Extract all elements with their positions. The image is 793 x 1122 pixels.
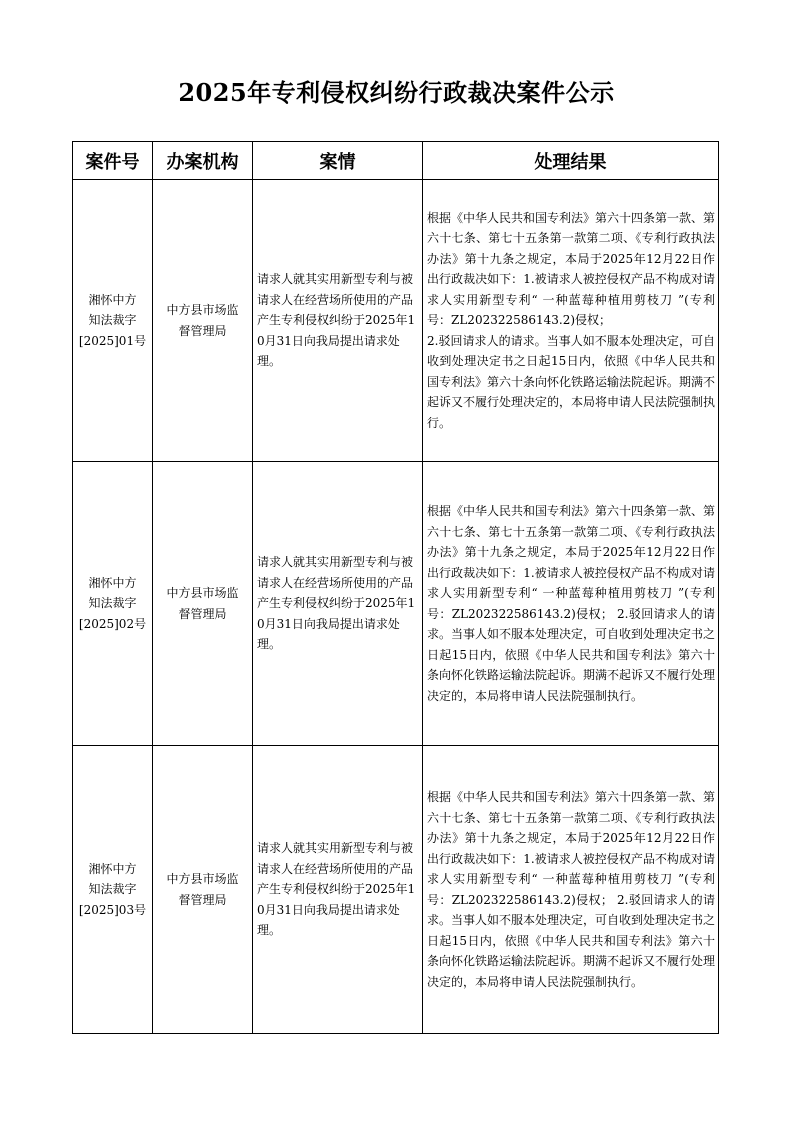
agency-cell (153, 746, 253, 1034)
table-row (73, 746, 719, 1034)
case-number-line: [2025]01号 (78, 333, 147, 348)
agency-line: 中方县市场监 (166, 872, 239, 886)
agency-cell (153, 462, 253, 746)
result-cell (423, 462, 719, 746)
facts-cell (253, 462, 423, 746)
result-cell (423, 180, 719, 462)
agency-line: 督管理局 (178, 606, 227, 621)
column-header-facts: 案情 (253, 142, 423, 180)
column-header-case-no: 案件号 (73, 142, 153, 180)
facts-text: 请求人就其实用新型专利与被请求人在经营场所使用的产品产生专利侵权纠纷于2025年10月31日向我局提出请求处理。 (257, 555, 416, 652)
case-table (72, 141, 719, 1034)
column-header-agency: 办案机构 (153, 142, 253, 180)
result-text: 根据《中华人民共和国专利法》第六十四条第一款、第六十七条、第七十五条第一款第二项、《专利行政执法办法》第十九条之规定，本局于2025年12月22日作出行政裁决如下：1.被请求人被控侵权产品不构成对请求人实用新型专利“ 一种蓝莓种植用剪枝刀 ”(专利号：ZL202322586143.2)侵权； 2.驳回请求人的请求。当事人如不服本处理决定，可自收到处理决定书之日起15日内，依照《中华人民共和国专利法》第六十条向怀化铁路运输法院起诉。期满不起诉又不履行处理决定的，本局将申请人民法院强制执行。 (427, 504, 716, 703)
case-number-line: 知法裁字 (88, 882, 137, 897)
agency-line: 督管理局 (178, 892, 227, 907)
case-number-line: 湘怀中方 (88, 861, 137, 876)
case-number-line: [2025]02号 (78, 616, 147, 631)
table-row (73, 180, 719, 462)
agency-line: 督管理局 (178, 323, 227, 338)
result-text: 2.驳回请求人的请求。当事人如不服本处理决定，可自收到处理决定书之日起15日内，依照《中华人民共和国专利法》第六十条向怀化铁路运输法院起诉。期满不起诉又不履行处理决定的，本局将申请人民法院强制执行。 (427, 333, 716, 430)
result-cell (423, 746, 719, 1034)
table-header-row (73, 142, 719, 180)
column-header-result: 处理结果 (423, 142, 719, 180)
agency-line: 中方县市场监 (166, 303, 239, 317)
facts-cell (253, 746, 423, 1034)
case-number-line: 知法裁字 (88, 313, 137, 328)
case-number-cell (73, 462, 153, 746)
case-number-cell (73, 180, 153, 462)
table-row (73, 462, 719, 746)
agency-cell (153, 180, 253, 462)
result-text: 根据《中华人民共和国专利法》第六十四条第一款、第六十七条、第七十五条第一款第二项、《专利行政执法办法》第十九条之规定，本局于2025年12月22日作出行政裁决如下：1.被请求人被控侵权产品不构成对请求人实用新型专利“ 一种蓝莓种植用剪枝刀 ”(专利号：ZL202322586143.2)侵权； 2.驳回请求人的请求。当事人如不服本处理决定，可自收到处理决定书之日起15日内，依照《中华人民共和国专利法》第六十条向怀化铁路运输法院起诉。期满不起诉又不履行处理决定的，本局将申请人民法院强制执行。 (427, 790, 716, 989)
facts-text: 请求人就其实用新型专利与被请求人在经营场所使用的产品产生专利侵权纠纷于2025年10月31日向我局提出请求处理。 (257, 272, 416, 369)
case-number-cell (73, 746, 153, 1034)
agency-line: 中方县市场监 (166, 586, 239, 600)
case-number-line: 湘怀中方 (88, 292, 137, 307)
facts-cell (253, 180, 423, 462)
case-number-line: 湘怀中方 (88, 575, 137, 590)
case-number-line: 知法裁字 (88, 596, 137, 611)
facts-text: 请求人就其实用新型专利与被请求人在经营场所使用的产品产生专利侵权纠纷于2025年10月31日向我局提出请求处理。 (257, 841, 416, 938)
page-title: 2025年专利侵权纠纷行政裁决案件公示 (178, 78, 615, 107)
case-number-line: [2025]03号 (78, 902, 147, 917)
result-text: 根据《中华人民共和国专利法》第六十四条第一款、第六十七条、第七十五条第一款第二项、《专利行政执法办法》第十九条之规定，本局于2025年12月22日作出行政裁决如下：1.被请求人被控侵权产品不构成对请求人实用新型专利“ 一种蓝莓种植用剪枝刀 ”(专利号：ZL202322586143.2)侵权； (427, 210, 716, 328)
